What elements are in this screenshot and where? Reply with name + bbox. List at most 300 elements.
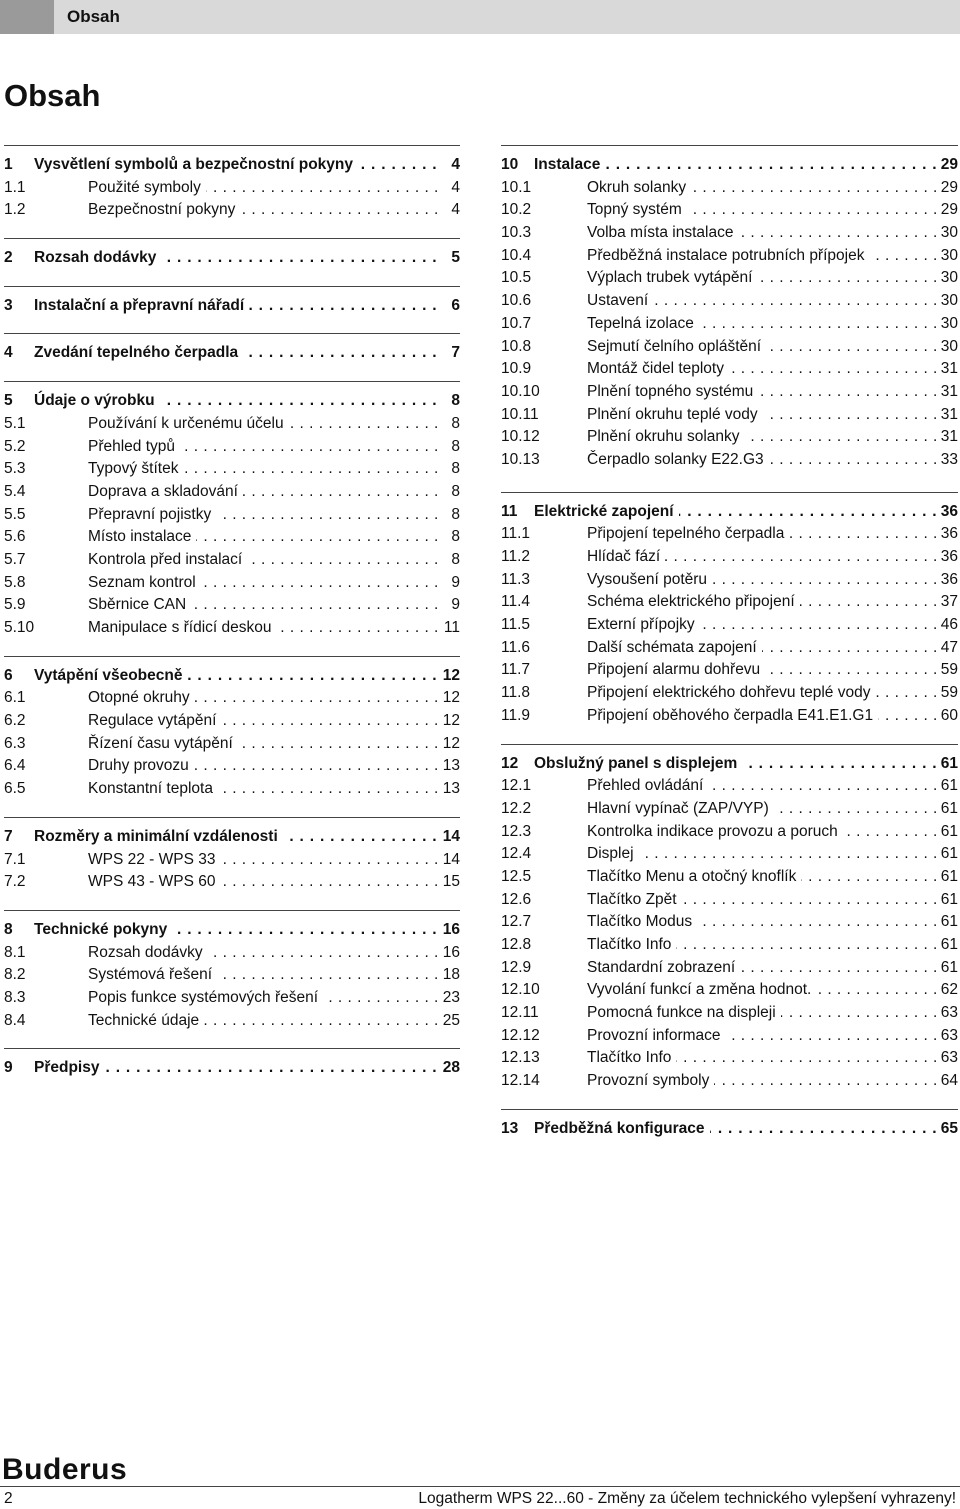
buderus-logo: Buderus (2, 1453, 128, 1486)
toc-entry-label: Provozní symboly (587, 1072, 714, 1089)
toc-chapter-entry[interactable] (4, 665, 460, 688)
toc-entry-label: Vyvolání funkcí a změna hodnot. (587, 981, 816, 998)
toc-entry-label: Volba místa instalace (587, 224, 738, 241)
toc-chapter-entry[interactable] (4, 919, 460, 942)
toc-entry-page: 23 (439, 987, 460, 1010)
toc-subsection-entry[interactable] (501, 199, 958, 222)
toc-entry-number: 5.6 (4, 528, 26, 546)
toc-entry-label: Regulace vytápění (88, 712, 221, 729)
toc-entry-label: Instalační a přepravní nářadí (34, 297, 249, 314)
toc-entry-number: 11 (501, 502, 518, 520)
toc-entry-page: 31 (937, 358, 958, 381)
toc-section (4, 145, 460, 222)
toc-subsection-entry[interactable] (501, 426, 958, 449)
toc-entry-label: Tlačítko Zpět (587, 891, 682, 908)
toc-section (4, 656, 460, 801)
toc-entry-leader (587, 979, 936, 1002)
toc-entry-leader (587, 1002, 936, 1025)
toc-entry-label: Technické pokyny (34, 921, 172, 938)
toc-entry-label: Technické údaje (88, 1012, 204, 1029)
toc-entry-page: 36 (937, 546, 958, 569)
toc-entry-number: 12.11 (501, 1004, 539, 1022)
toc-entry-number: 9 (4, 1059, 13, 1077)
toc-entry-leader (587, 449, 936, 472)
toc-entry-leader (534, 1118, 936, 1141)
toc-entry-number: 12.2 (501, 799, 532, 817)
toc-entry-label: Výplach trubek vytápění (587, 269, 757, 286)
toc-chapter-entry[interactable] (4, 1057, 460, 1080)
toc-entry-page: 6 (447, 295, 460, 318)
toc-entry-leader (34, 295, 438, 318)
toc-subsection-entry[interactable] (501, 1002, 958, 1025)
toc-entry-number: 8.4 (4, 1011, 26, 1029)
toc-subsection-entry[interactable] (4, 458, 460, 481)
toc-subsection-entry[interactable] (4, 436, 460, 459)
toc-entry-label: Připojení alarmu dohřevu (587, 661, 765, 678)
toc-entry-label: Seznam kontrol (88, 574, 201, 591)
toc-entry-label: Použité symboly (88, 179, 206, 196)
toc-entry-number: 3 (4, 296, 13, 314)
toc-entry-number: 6 (4, 666, 13, 684)
toc-entry-number: 12.10 (501, 981, 540, 999)
toc-chapter-entry[interactable] (4, 342, 460, 365)
toc-subsection-entry[interactable] (501, 821, 958, 844)
toc-subsection-entry[interactable] (4, 526, 460, 549)
toc-entry-label: Schéma elektrického připojení (587, 593, 800, 610)
toc-entry-page: 29 (937, 154, 958, 177)
toc-chapter-entry[interactable] (501, 1118, 958, 1141)
toc-subsection-entry[interactable] (501, 659, 958, 682)
toc-entry-label: Místo instalace (88, 528, 196, 545)
toc-subsection-entry[interactable] (501, 267, 958, 290)
toc-entry-label: Ustavení (587, 292, 653, 309)
toc-entry-number: 10 (501, 156, 519, 173)
toc-entry-label: Připojení tepelného čerpadla (587, 525, 789, 542)
toc-subsection-entry[interactable] (501, 843, 958, 866)
toc-entry-number: 11.1 (501, 525, 531, 543)
toc-entry-page: 11 (440, 617, 460, 640)
toc-entry-page: 16 (439, 942, 460, 965)
toc-entry-label: Rozměry a minimální vzdálenosti (34, 828, 283, 845)
toc-entry-number: 10.3 (501, 224, 532, 242)
toc-entry-leader (88, 1010, 438, 1033)
toc-subsection-entry[interactable] (4, 755, 460, 778)
toc-subsection-entry[interactable] (501, 1047, 958, 1070)
toc-entry-page: 63 (937, 1025, 958, 1048)
toc-subsection-entry[interactable] (501, 979, 958, 1002)
toc-entry-number: 7 (4, 827, 13, 845)
toc-subsection-entry[interactable] (501, 957, 958, 980)
toc-entry-label: Předběžná instalace potrubních přípojek (587, 247, 869, 264)
toc-entry-leader (88, 199, 438, 222)
toc-entry-page: 31 (937, 426, 958, 449)
toc-entry-number: 5 (4, 392, 13, 410)
toc-entry-page: 4 (447, 199, 460, 222)
toc-entry-page: 12 (439, 687, 460, 710)
toc-subsection-entry[interactable] (501, 546, 958, 569)
toc-entry-label: Tepelná izolace (587, 315, 699, 332)
toc-entry-leader (88, 710, 438, 733)
toc-entry-label: Druhy provozu (88, 757, 194, 774)
toc-entry-number: 2 (4, 249, 13, 267)
toc-entry-page: 61 (937, 889, 958, 912)
toc-entry-leader (34, 154, 438, 177)
toc-entry-label: Tlačítko Menu a otočný knoflík (587, 868, 801, 885)
toc-entry-number: 5.5 (4, 505, 26, 523)
toc-entry-page: 12 (439, 733, 460, 756)
toc-entry-leader (587, 1070, 936, 1093)
toc-entry-page: 30 (937, 336, 958, 359)
toc-entry-label: Sběrnice CAN (88, 596, 191, 613)
toc-entry-label: Předpisy (34, 1059, 104, 1076)
toc-entry-number: 12.13 (501, 1049, 540, 1067)
toc-entry-page: 8 (447, 413, 460, 436)
toc-section (501, 1109, 958, 1141)
toc-subsection-entry[interactable] (4, 549, 460, 572)
toc-entry-leader (34, 390, 438, 413)
toc-entry-page: 9 (447, 572, 460, 595)
toc-entry-label: Topný systém (587, 201, 687, 218)
toc-entry-label: Plnění okruhu teplé vody (587, 406, 763, 423)
toc-chapter-entry[interactable] (4, 247, 460, 270)
header-tab-marker (0, 0, 54, 34)
toc-entry-number: 8.2 (4, 966, 26, 984)
toc-entry-leader (88, 964, 438, 987)
toc-entry-leader (34, 665, 438, 688)
toc-entry-number: 7.2 (4, 873, 26, 891)
toc-subsection-entry[interactable] (501, 1070, 958, 1093)
toc-subsection-entry[interactable] (501, 177, 958, 200)
toc-subsection-entry[interactable] (4, 687, 460, 710)
toc-entry-number: 11.9 (501, 706, 531, 724)
toc-subsection-entry[interactable] (501, 934, 958, 957)
toc-entry-page: 59 (937, 659, 958, 682)
toc-entry-leader (587, 911, 936, 934)
toc-entry-page: 37 (937, 591, 958, 614)
toc-subsection-entry[interactable] (501, 682, 958, 705)
toc-entry-leader (34, 247, 438, 270)
toc-entry-label: Tlačítko Info (587, 936, 676, 953)
toc-entry-leader (88, 755, 438, 778)
toc-subsection-entry[interactable] (4, 199, 460, 222)
toc-subsection-entry[interactable] (501, 245, 958, 268)
toc-subsection-entry[interactable] (501, 336, 958, 359)
toc-entry-number: 10.12 (501, 428, 540, 446)
toc-entry-leader (587, 222, 936, 245)
toc-subsection-entry[interactable] (4, 733, 460, 756)
toc-entry-leader (587, 290, 936, 313)
toc-entry-leader (587, 957, 936, 980)
toc-subsection-entry[interactable] (4, 964, 460, 987)
toc-subsection-entry[interactable] (501, 569, 958, 592)
toc-subsection-entry[interactable] (4, 617, 460, 640)
toc-entry-label: Připojení elektrického dohřevu teplé vody (587, 684, 875, 701)
toc-subsection-entry[interactable] (501, 705, 958, 728)
toc-entry-number: 6.4 (4, 757, 26, 775)
toc-entry-leader (534, 501, 936, 524)
toc-entry-number: 1.1 (4, 178, 26, 196)
toc-entry-leader (88, 687, 438, 710)
toc-entry-number: 12 (501, 754, 519, 772)
toc-entry-page: 8 (447, 390, 460, 413)
toc-subsection-entry[interactable] (501, 889, 958, 912)
toc-entry-leader (587, 267, 936, 290)
toc-entry-number: 10.8 (501, 337, 532, 355)
toc-chapter-entry[interactable] (501, 501, 958, 524)
toc-chapter-entry[interactable] (4, 390, 460, 413)
toc-entry-number: 5.2 (4, 437, 26, 455)
toc-entry-page: 5 (447, 247, 460, 270)
toc-entry-label: Čerpadlo solanky E22.G3 (587, 451, 769, 468)
toc-section (4, 238, 460, 270)
toc-subsection-entry[interactable] (4, 710, 460, 733)
toc-entry-label: Přehled ovládání (587, 777, 708, 794)
toc-subsection-entry[interactable] (4, 1010, 460, 1033)
toc-subsection-entry[interactable] (4, 778, 460, 801)
toc-entry-number: 10.1 (501, 178, 532, 196)
toc-entry-page: 61 (937, 843, 958, 866)
toc-section (501, 744, 958, 1093)
toc-entry-number: 6.3 (4, 734, 26, 752)
toc-entry-leader (587, 245, 936, 268)
toc-entry-number: 5.3 (4, 460, 26, 478)
toc-subsection-entry[interactable] (501, 798, 958, 821)
toc-entry-number: 11.5 (501, 616, 531, 634)
toc-entry-leader (88, 594, 438, 617)
toc-entry-label: Montáž čidel teploty (587, 360, 729, 377)
toc-entry-page: 8 (447, 549, 460, 572)
toc-entry-leader (587, 177, 936, 200)
toc-entry-page: 64 (937, 1070, 958, 1093)
toc-entry-label: Instalace (534, 156, 605, 173)
toc-entry-leader (587, 614, 936, 637)
toc-entry-label: Plnění okruhu solanky (587, 428, 745, 445)
toc-entry-label: Vysoušení potěru (587, 571, 712, 588)
toc-entry-page: 8 (447, 526, 460, 549)
toc-entry-leader (587, 426, 936, 449)
toc-entry-number: 12.14 (501, 1072, 540, 1090)
toc-entry-page: 62 (937, 979, 958, 1002)
toc-entry-leader (534, 753, 936, 776)
toc-entry-page: 61 (937, 753, 958, 776)
toc-entry-page: 9 (447, 594, 460, 617)
page-title: Obsah (4, 78, 101, 113)
toc-subsection-entry[interactable] (4, 987, 460, 1010)
toc-entry-leader (587, 637, 936, 660)
toc-entry-leader (587, 591, 936, 614)
toc-entry-page: 8 (447, 504, 460, 527)
toc-entry-page: 31 (937, 404, 958, 427)
toc-entry-leader (88, 942, 438, 965)
toc-chapter-entry[interactable] (501, 753, 958, 776)
toc-entry-label: Obslužný panel s displejem (534, 755, 742, 772)
toc-entry-page: 61 (937, 911, 958, 934)
toc-chapter-entry[interactable] (4, 154, 460, 177)
toc-subsection-entry[interactable] (4, 504, 460, 527)
toc-entry-leader (88, 733, 438, 756)
toc-subsection-entry[interactable] (4, 849, 460, 872)
toc-entry-page: 61 (937, 775, 958, 798)
toc-entry-leader (587, 798, 936, 821)
toc-subsection-entry[interactable] (501, 911, 958, 934)
toc-subsection-entry[interactable] (501, 866, 958, 889)
toc-entry-number: 5.7 (4, 550, 26, 568)
toc-entry-number: 10.10 (501, 382, 540, 400)
toc-entry-page: 61 (937, 798, 958, 821)
toc-entry-label: Doprava a skladování (88, 483, 243, 500)
toc-entry-label: Řízení času vytápění (88, 735, 238, 752)
toc-entry-number: 12.9 (501, 958, 532, 976)
toc-entry-leader (587, 381, 936, 404)
toc-subsection-entry[interactable] (501, 449, 958, 472)
toc-entry-label: Manipulace s řídicí deskou (88, 619, 277, 636)
toc-entry-page: 14 (439, 826, 460, 849)
toc-entry-page: 30 (937, 313, 958, 336)
toc-entry-leader (587, 821, 936, 844)
toc-entry-leader (34, 342, 438, 365)
toc-entry-page: 30 (937, 222, 958, 245)
toc-entry-leader (88, 572, 438, 595)
toc-entry-label: Kontrolka indikace provozu a poruch (587, 823, 843, 840)
toc-entry-label: Přepravní pojistky (88, 506, 216, 523)
toc-entry-label: Konstantní teplota (88, 780, 218, 797)
toc-entry-page: 30 (937, 245, 958, 268)
toc-entry-number: 11.6 (501, 638, 531, 656)
toc-subsection-entry[interactable] (501, 290, 958, 313)
toc-subsection-entry[interactable] (501, 381, 958, 404)
toc-entry-label: Přehled typů (88, 438, 180, 455)
toc-entry-label: WPS 22 - WPS 33 (88, 851, 220, 868)
toc-entry-page: 65 (937, 1118, 958, 1141)
toc-entry-leader (534, 154, 936, 177)
toc-subsection-entry[interactable] (501, 614, 958, 637)
toc-entry-number: 6.2 (4, 712, 26, 730)
toc-entry-label: Vysvětlení symbolů a bezpečnostní pokyny (34, 156, 358, 173)
toc-entry-label: Typový štítek (88, 460, 183, 477)
toc-section (4, 817, 460, 894)
toc-entry-number: 12.7 (501, 913, 532, 931)
toc-entry-leader (88, 436, 438, 459)
toc-entry-leader (88, 177, 438, 200)
toc-entry-page: 12 (439, 710, 460, 733)
toc-subsection-entry[interactable] (501, 775, 958, 798)
toc-entry-label: Připojení oběhového čerpadla E41.E1.G1 (587, 707, 878, 724)
toc-entry-label: Sejmutí čelního opláštění (587, 338, 766, 355)
toc-entry-leader (88, 549, 438, 572)
toc-entry-label: Hlídač fází (587, 548, 665, 565)
toc-entry-number: 10.4 (501, 246, 532, 264)
toc-entry-number: 5.1 (4, 414, 26, 432)
toc-entry-leader (88, 481, 438, 504)
toc-entry-page: 29 (937, 199, 958, 222)
toc-subsection-entry[interactable] (4, 572, 460, 595)
toc-subsection-entry[interactable] (501, 358, 958, 381)
toc-entry-label: Rozsah dodávky (88, 944, 208, 961)
toc-chapter-entry[interactable] (4, 826, 460, 849)
toc-entry-leader (587, 843, 936, 866)
toc-section (4, 333, 460, 365)
toc-entry-leader (88, 458, 438, 481)
toc-entry-label: Kontrola před instalací (88, 551, 247, 568)
toc-subsection-entry[interactable] (501, 591, 958, 614)
toc-entry-number: 8.1 (4, 943, 26, 961)
toc-entry-label: Plnění topného systému (587, 383, 758, 400)
toc-entry-number: 12.12 (501, 1026, 540, 1044)
toc-entry-page: 30 (937, 290, 958, 313)
toc-entry-label: Externí přípojky (587, 616, 700, 633)
toc-entry-number: 5.9 (4, 596, 26, 614)
toc-section (501, 492, 958, 728)
toc-section (4, 1048, 460, 1080)
toc-entry-page: 30 (937, 267, 958, 290)
toc-entry-number: 5.10 (4, 619, 35, 636)
toc-subsection-entry[interactable] (501, 637, 958, 660)
toc-entry-label: Předběžná konfigurace (534, 1120, 710, 1137)
toc-entry-page: 33 (937, 449, 958, 472)
toc-entry-leader (88, 871, 438, 894)
toc-entry-number: 10.5 (501, 269, 532, 287)
toc-entry-number: 10.9 (501, 360, 532, 378)
toc-entry-page: 59 (937, 682, 958, 705)
toc-entry-leader (88, 617, 438, 640)
toc-entry-page: 61 (937, 821, 958, 844)
toc-subsection-entry[interactable] (501, 404, 958, 427)
toc-entry-page: 8 (447, 458, 460, 481)
toc-entry-number: 12.8 (501, 936, 532, 953)
toc-entry-leader (88, 987, 438, 1010)
toc-subsection-entry[interactable] (501, 222, 958, 245)
toc-entry-label: Vytápění všeobecně (34, 667, 187, 684)
toc-entry-leader (587, 404, 936, 427)
toc-entry-leader (587, 336, 936, 359)
toc-right-column (501, 145, 958, 1149)
toc-subsection-entry[interactable] (4, 594, 460, 617)
toc-entry-number: 12.3 (501, 822, 532, 840)
toc-subsection-entry[interactable] (501, 1025, 958, 1048)
footer-note: Logatherm WPS 22...60 - Změny za účelem technického vylepšení vyhrazeny! (418, 1490, 956, 1507)
toc-entry-leader (88, 778, 438, 801)
toc-entry-leader (587, 866, 936, 889)
toc-entry-label: Hlavní vypínač (ZAP/VYP) (587, 800, 774, 817)
toc-subsection-entry[interactable] (4, 481, 460, 504)
toc-left-column (4, 145, 460, 1088)
toc-subsection-entry[interactable] (501, 523, 958, 546)
toc-entry-leader (587, 659, 936, 682)
toc-entry-page: 15 (439, 871, 460, 894)
toc-section (501, 145, 958, 472)
toc-entry-label: Provozní informace (587, 1027, 726, 1044)
toc-entry-page: 8 (447, 481, 460, 504)
toc-entry-label: Elektrické zapojení (534, 503, 679, 520)
toc-entry-leader (34, 826, 438, 849)
toc-entry-leader (587, 682, 936, 705)
toc-entry-number: 12.5 (501, 867, 532, 885)
toc-entry-leader (587, 313, 936, 336)
toc-entry-leader (587, 546, 936, 569)
toc-subsection-entry[interactable] (4, 413, 460, 436)
toc-entry-number: 11.3 (501, 570, 531, 588)
toc-entry-label: Rozsah dodávky (34, 249, 161, 266)
toc-chapter-entry[interactable] (501, 154, 958, 177)
toc-subsection-entry[interactable] (4, 871, 460, 894)
toc-subsection-entry[interactable] (4, 942, 460, 965)
toc-subsection-entry[interactable] (501, 313, 958, 336)
toc-entry-number: 10.11 (501, 405, 539, 423)
toc-entry-number: 11.4 (501, 593, 531, 611)
toc-chapter-entry[interactable] (4, 295, 460, 318)
toc-subsection-entry[interactable] (4, 177, 460, 200)
toc-entry-page: 63 (937, 1047, 958, 1070)
